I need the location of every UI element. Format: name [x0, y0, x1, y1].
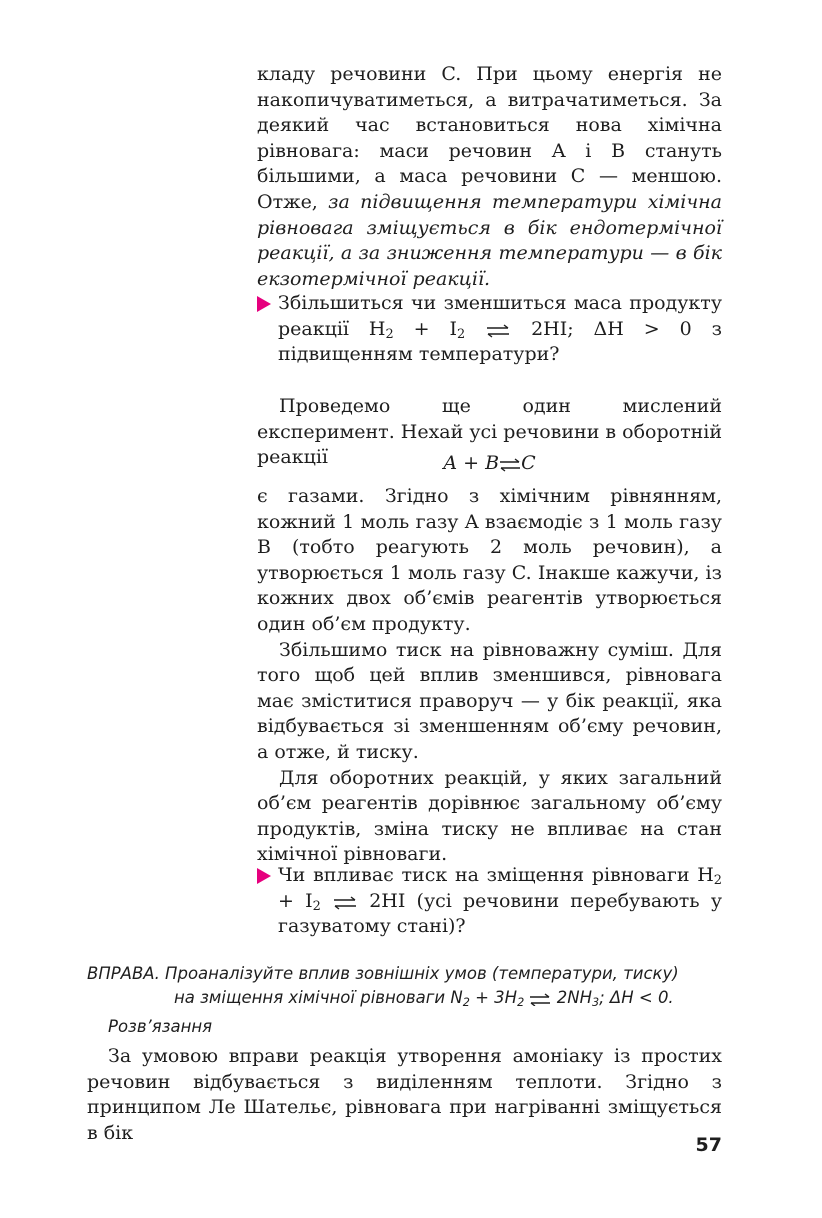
text-gases: є газами. Згідно з хімічним рівнянням, кожний 1 моль газу A взаємодіє з 1 моль газу B (тобто реагують 2 моль речовин), а утворюється 1 моль газу C. Інакше кажучи, із кожних двох об’ємів реагентів утворюється один об’єм продукту.: [257, 485, 722, 635]
text-increase-pressure: Збільшимо тиск на рівноважну суміш. Для того щоб цей вплив зменшився, рівновага має зміститися праворуч — у бік реакції, яка відбувається зі зменшенням об’єму речовин, а отже, й тиску.: [257, 638, 722, 763]
equilibrium-arrow-icon: [332, 896, 358, 910]
question-2: [257, 863, 722, 940]
text-temperature-effect: кладу речовини C. При цьому енергія не накопичуватиметься, а витрачатиметься. За деякий час встановиться нова хімічна рівновага: маси речовин A і B стануть більшими, а маса речовини C — меншою. Отже,: [257, 63, 722, 213]
solution-heading: Розв’язання: [108, 1017, 213, 1036]
exercise-line-2: на зміщення хімічної рівноваги $N_2 + 3H_2$ $2NH_3$; ΔH < 0.: [174, 988, 674, 1009]
exercise-task: [87, 962, 722, 1010]
paragraph-temperature: [257, 62, 722, 292]
equilibrium-arrow-icon: [499, 458, 521, 472]
equilibrium-arrow-icon: [529, 993, 551, 1006]
text-equal-volume: Для оборотних реакцій, у яких загальний об’єм реагентів дорівнює загальному об’єму продуктів, зміна тиску не впливає на стан хімічної рівноваги.: [257, 766, 722, 866]
text-temperature-rule: за підвищення температури хімічна рівновага зміщується в бік ендотермічної реакції, а за зниження температури — в бік екзотермічної реакції.: [257, 190, 722, 290]
solution-text: За умовою вправи реакція утворення амоніаку із простих речовин відбувається з виділенням теплоти. Згідно з принципом Ле Шательє, рівновага при нагріванні зміщується в бік: [87, 1045, 722, 1144]
exercise-line-1: ВПРАВА. Проаналізуйте вплив зовнішніх умов (температури, тиску): [87, 964, 679, 983]
question-1: [257, 291, 722, 368]
paragraph-pressure: [257, 484, 722, 868]
equilibrium-arrow-icon: [485, 324, 511, 338]
question-2-text: Чи впливає тиск на зміщення рівноваги $H_2 + I_2$ 2HI (усі речовини перебувають у газуватому стані)?: [278, 864, 722, 938]
question-1-text: Збільшиться чи зменшиться маса продукту реакції $H_2 + I_2$ 2HI; ΔH > 0 з підвищенням температури?: [278, 292, 722, 366]
equation-a-b-c: A + B C: [443, 452, 536, 474]
pointer-arrow-icon: [257, 868, 271, 884]
text-experiment: Проведемо ще один мислений експеримент. Нехай усі речовини в оборотній реакції: [257, 395, 722, 469]
pointer-arrow-icon: [257, 296, 271, 312]
page-number: 57: [695, 1134, 722, 1156]
